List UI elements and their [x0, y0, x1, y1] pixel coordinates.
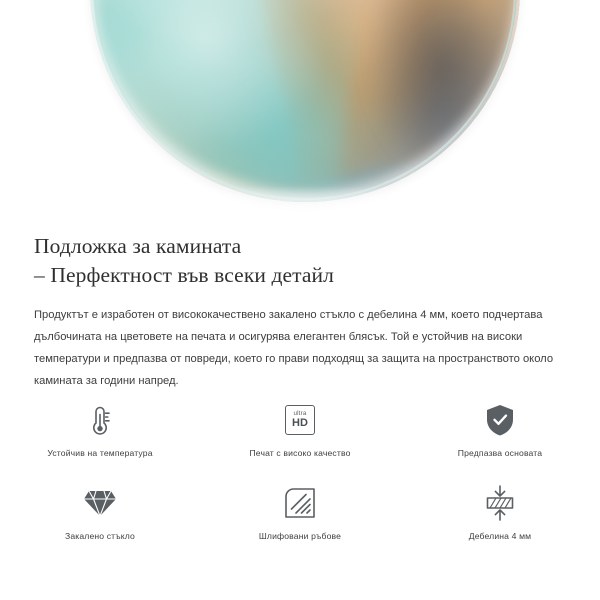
feature-caption: Предпазва основата — [457, 448, 543, 458]
marble-vein — [353, 0, 520, 202]
feature-item-polished-edges — [200, 481, 400, 542]
feature-caption: Устойчив на температура — [47, 448, 153, 458]
ultra-label: ultra — [293, 409, 307, 417]
diamond-icon — [82, 481, 118, 525]
feature-grid — [0, 398, 600, 542]
feature-caption: Шлифовани ръбове — [258, 531, 342, 542]
feature-item-tempered-glass — [0, 481, 200, 542]
description-paragraph: Продуктът е изработен от висококачествено закалено стъкло с дебелина 4 мм, което подчертава дълбочината на цветовете на печата и осигурява елегантен блясък. Той е устойчив на високи температури и предпазва от повреди, което го прави подходящ за защита на пространството около камината за години напред. — [34, 309, 554, 387]
feature-item-print-quality — [200, 398, 400, 459]
thermometer-icon — [83, 398, 117, 442]
feature-item-temperature — [0, 398, 200, 459]
shield-check-icon — [484, 398, 516, 442]
headline-line-2: – Перфектност във всеки детайл — [34, 262, 334, 287]
feature-caption: Дебелина 4 мм — [468, 531, 532, 542]
feature-caption: Закалено стъкло — [64, 531, 135, 542]
ultra-hd-icon — [285, 398, 315, 442]
description-block — [0, 289, 600, 392]
glass-plate-artwork — [90, 0, 520, 202]
page-title — [0, 232, 600, 289]
marble-vein — [90, 0, 374, 192]
feature-caption: Печат с високо качество — [249, 448, 351, 458]
feature-item-thickness — [400, 481, 600, 542]
thickness-arrows-icon — [483, 481, 517, 525]
text-content — [0, 232, 600, 393]
feature-item-surface-protection — [400, 398, 600, 459]
hd-label: HD — [292, 417, 308, 430]
polished-edges-icon — [283, 481, 317, 525]
hero-product-image — [0, 0, 600, 232]
headline-line-1: Подложка за камината — [34, 234, 242, 258]
